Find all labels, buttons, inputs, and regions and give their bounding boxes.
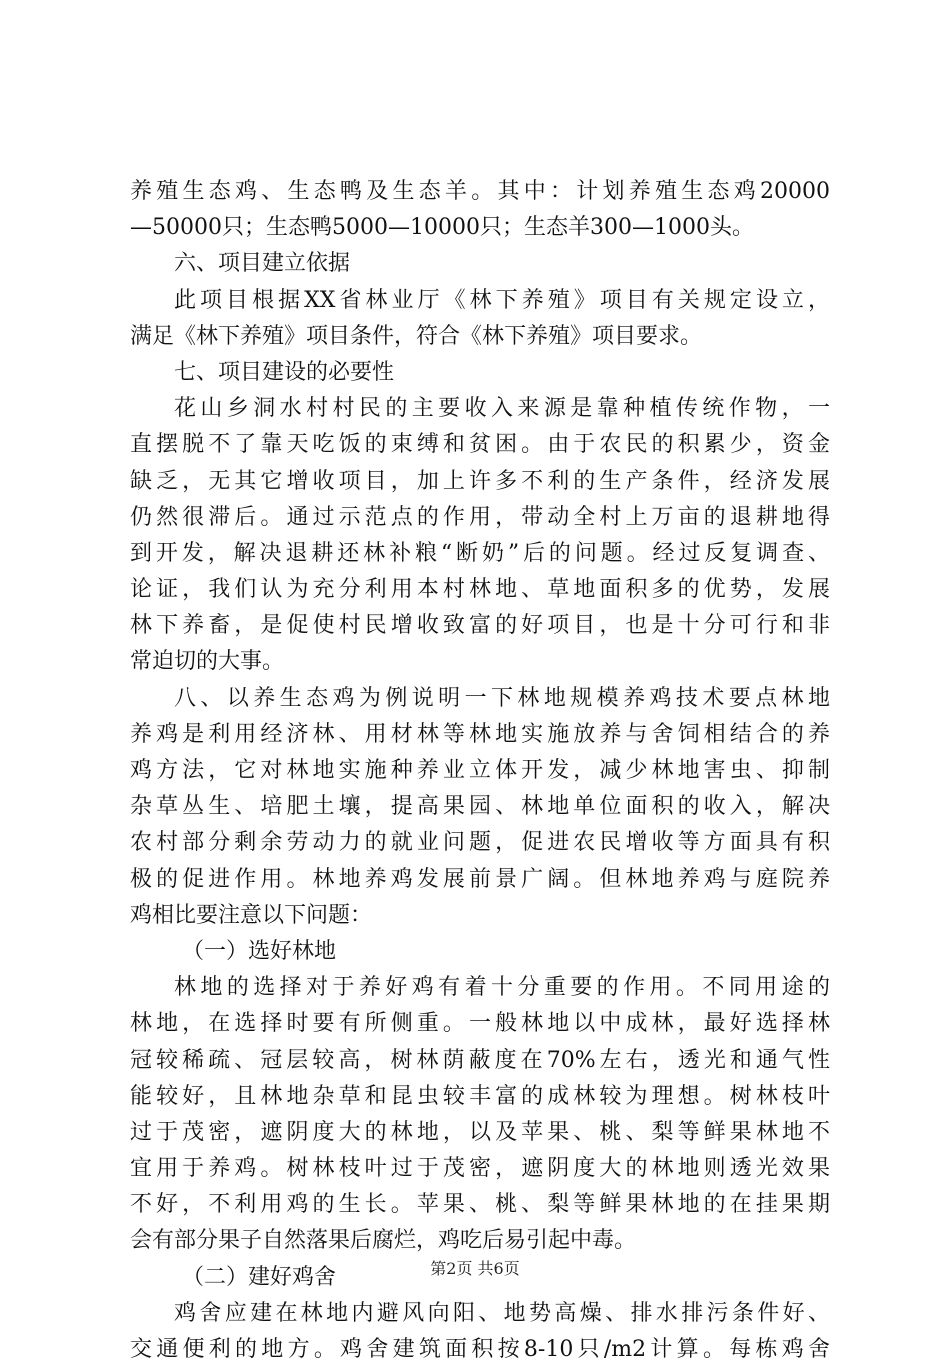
text-line: 直摆脱不了靠天吃饭的束缚和贫困。由于农民的积累少，资金 [130, 432, 830, 458]
text-line: 花山乡洞水村村民的主要收入来源是靠种植传统作物，一 [174, 396, 830, 422]
text-line: 能较好，且林地杂草和昆虫较丰富的成林较为理想。树林枝叶 [130, 1083, 830, 1109]
text-line: 农村部分剩余劳动力的就业问题，促进农民增收等方面具有积 [130, 830, 830, 856]
section-heading: （一）选好林地 [182, 938, 337, 964]
text-line: 林下养畜，是促使村民增收致富的好项目，也是十分可行和非 [130, 613, 830, 639]
text-line: 会有部分果子自然落果后腐烂，鸡吃后易引起中毒。 [130, 1228, 637, 1254]
text-line: 林地的选择对于养好鸡有着十分重要的作用。不同用途的 [174, 975, 830, 1001]
text-line: 鸡舍应建在林地内避风向阳、地势高燥、排水排污条件好、 [174, 1300, 830, 1326]
section-heading: （二）建好鸡舍 [182, 1264, 337, 1290]
text-line: —50000只；生态鸭5000—10000只；生态羊300—1000头。 [130, 215, 754, 241]
text-line: 鸡相比要注意以下问题： [130, 902, 373, 928]
text-line: 论证，我们认为充分利用本村林地、草地面积多的优势，发展 [130, 577, 830, 603]
text-line: 养鸡是利用经济林、用材林等林地实施放养与舍饲相结合的养 [130, 721, 830, 747]
text-line: 极的促进作用。林地养鸡发展前景广阔。但林地养鸡与庭院养 [130, 866, 830, 892]
text-line: 过于茂密，遮阴度大的林地，以及苹果、桃、梨等鲜果林地不 [130, 1119, 830, 1145]
text-line: 到开发，解决退耕还林补粮“断奶”后的问题。经过反复调查、 [130, 540, 830, 566]
text-line: 杂草丛生、培肥土壤，提高果园、林地单位面积的收入，解决 [130, 794, 830, 820]
text-line: 不好，不利用鸡的生长。苹果、桃、梨等鲜果林地的在挂果期 [130, 1192, 830, 1218]
text-line: 林地，在选择时要有所侧重。一般林地以中成林，最好选择林 [130, 1011, 830, 1037]
text-line: 宜用于养鸡。树林枝叶过于茂密，遮阴度大的林地则透光效果 [130, 1156, 830, 1182]
text-line: 冠较稀疏、冠层较高，树林荫蔽度在70%左右，透光和通气性 [130, 1047, 830, 1073]
section-heading: 七、项目建设的必要性 [174, 359, 395, 385]
text-line: 仍然很滞后。通过示范点的作用，带动全村上万亩的退耕地得 [130, 504, 830, 530]
text-line: 鸡方法，它对林地实施种养业立体开发，减少林地害虫、抑制 [130, 758, 830, 783]
text-line: 交通便利的地方。鸡舍建筑面积按8-10只/m2计算。每栋鸡舍 [130, 1337, 830, 1362]
body-text [130, 174, 830, 1368]
text-line: 常迫切的大事。 [130, 649, 285, 675]
section-heading: 六、项目建立依据 [174, 251, 351, 277]
text-line: 八、以养生态鸡为例说明一下林地规模养鸡技术要点林地 [174, 685, 830, 711]
text-line: 满足《林下养殖》项目条件，符合《林下养殖》项目要求。 [130, 323, 703, 349]
text-line: 养殖生态鸡、生态鸭及生态羊。其中：计划养殖生态鸡20000 [130, 179, 830, 204]
text-line: 此项目根据XX省林业厅《林下养殖》项目有关规定设立， [174, 287, 830, 313]
text-line: 缺乏，无其它增收项目，加上许多不利的生产条件，经济发展 [130, 468, 830, 494]
page-number-footer: 第2页 共6页 [430, 1259, 520, 1278]
